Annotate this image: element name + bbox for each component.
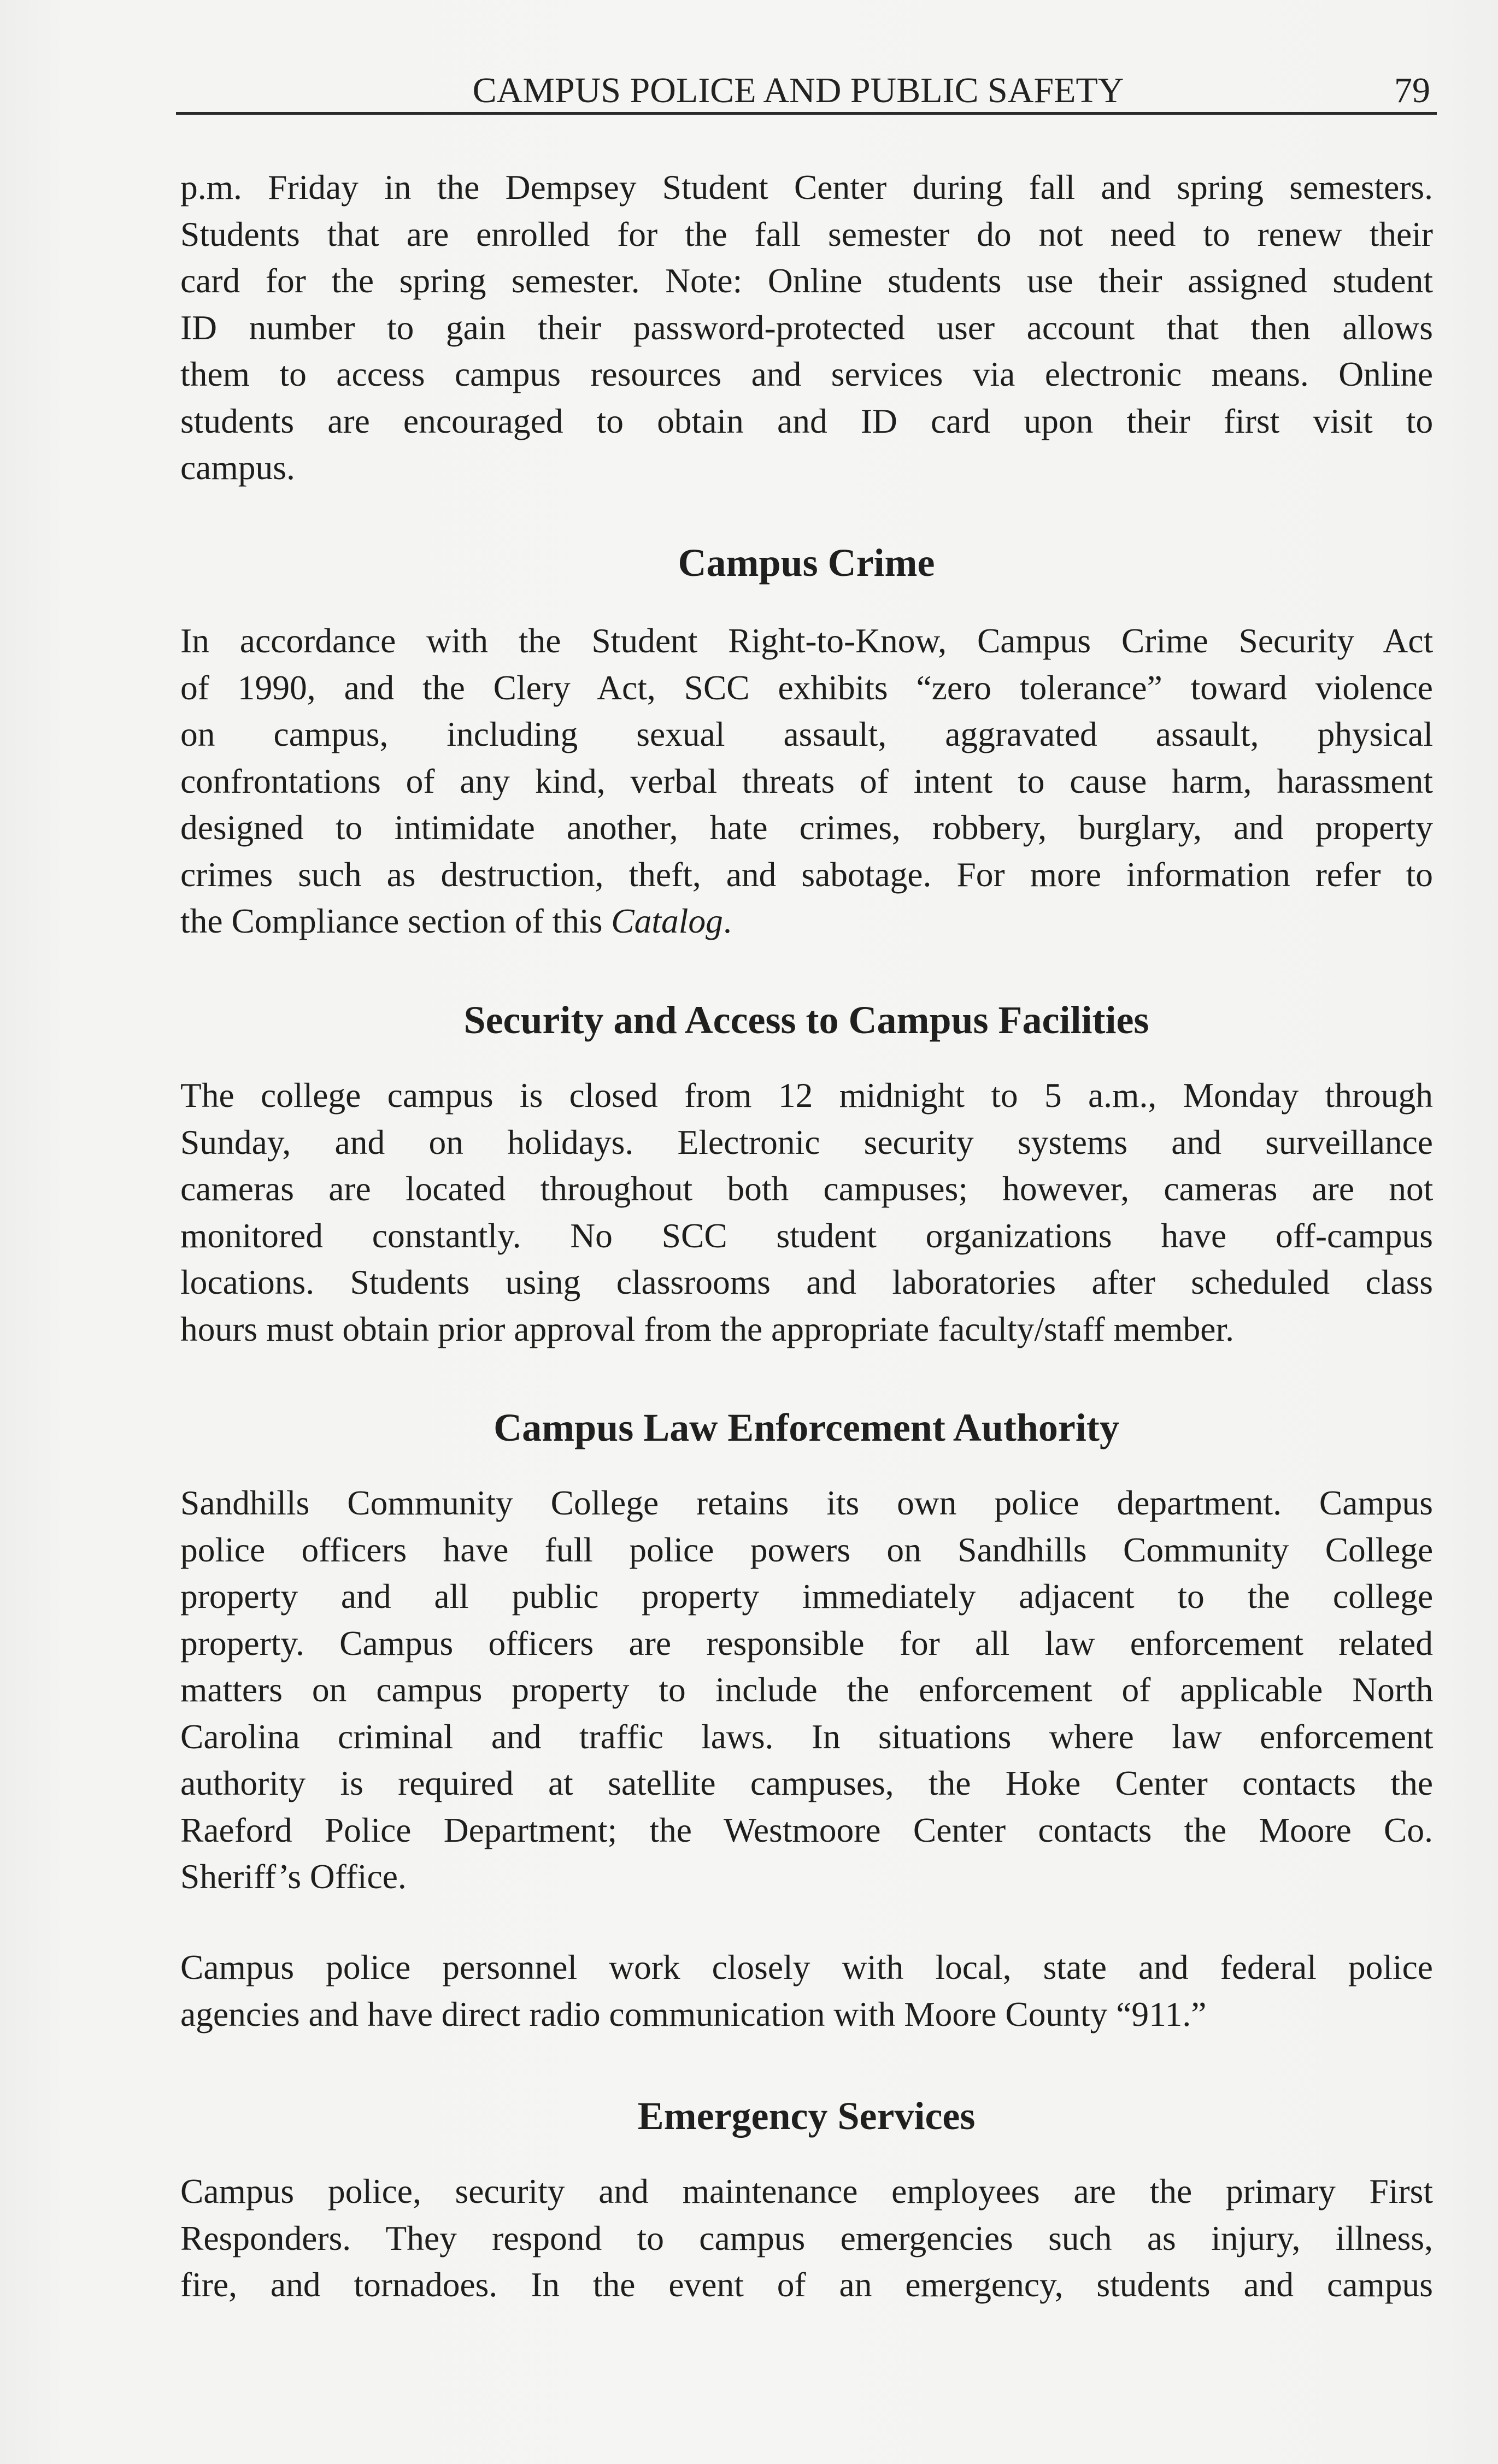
text-line: property and all public property immediately adjacent to the college — [180, 1577, 1434, 1616]
text-line: monitored constantly. No SCC student organizations have off-campus — [180, 1216, 1433, 1255]
emergency-services-paragraph — [180, 2168, 1433, 2308]
text-line: Sandhills Community College retains its own police department. Campus — [180, 1483, 1433, 1522]
text-line: hours must obtain prior approval from the appropriate faculty/staff member. — [180, 1309, 1234, 1348]
text-fragment: . — [722, 901, 732, 940]
text-fragment: the Compliance section of this — [180, 901, 612, 940]
text-line: property. Campus officers are responsible for all law enforcement related — [180, 1623, 1433, 1663]
text-line: students are encouraged to obtain and ID card upon their first visit to — [180, 401, 1434, 440]
text-line: Carolina criminal and traffic laws. In situations where law enforcement — [180, 1717, 1434, 1756]
text-line: matters on campus property to include the enforcement of applicable North — [180, 1670, 1434, 1709]
text-line: designed to intimidate another, hate crimes, robbery, burglary, and property — [180, 808, 1433, 847]
text-line: Sheriff’s Office. — [180, 1857, 407, 1896]
catalog-title: Catalog — [611, 901, 723, 940]
text-line: The college campus is closed from 12 midnight to 5 a.m., Monday through — [180, 1076, 1433, 1115]
text-line: campus. — [180, 448, 295, 487]
text-line: Students that are enrolled for the fall semester do not need to renew their — [180, 214, 1433, 254]
section-heading-emergency-services: Emergency Services — [637, 2094, 976, 2138]
running-header — [176, 64, 1437, 114]
section-heading-security-access: Security and Access to Campus Facilities — [463, 998, 1149, 1042]
text-line: cameras are located throughout both campuses; however, cameras are not — [180, 1169, 1434, 1208]
text-line: Sunday, and on holidays. Electronic security systems and surveillance — [180, 1122, 1433, 1162]
text-line: authority is required at satellite campuses, the Hoke Center contacts the — [180, 1764, 1433, 1802]
text-line: fire, and tornadoes. In the event of an emergency, students and campus — [180, 2265, 1433, 2304]
text-line: police officers have full police powers on Sandhills Community College — [180, 1530, 1434, 1569]
text-line — [180, 898, 1433, 945]
law-enforcement-paragraph — [180, 1479, 1433, 1900]
police-cooperation-paragraph — [180, 1944, 1433, 2037]
section-heading-law-enforcement: Campus Law Enforcement Authority — [494, 1406, 1119, 1449]
page-number: 79 — [1394, 70, 1430, 110]
text-line: In accordance with the Student Right-to-Know, Campus Crime Security Act — [180, 621, 1434, 660]
security-access-paragraph — [180, 1072, 1433, 1352]
running-header-title: CAMPUS POLICE AND PUBLIC SAFETY — [472, 70, 1124, 110]
text-line: Campus police, security and maintenance employees are the primary First — [180, 2172, 1433, 2210]
text-line: card for the spring semester. Note: Online students use their assigned student — [180, 261, 1433, 300]
text-line: agencies and have direct radio communication with Moore County “911.” — [180, 1994, 1207, 2033]
text-line: Responders. They respond to campus emergencies such as injury, illness, — [180, 2218, 1433, 2257]
text-line: p.m. Friday in the Dempsey Student Center during fall and spring semesters. — [180, 168, 1433, 207]
text-line: Raeford Police Department; the Westmoore Center contacts the Moore Co. — [180, 1810, 1433, 1849]
text-line: crimes such as destruction, theft, and sabotage. For more information refer to — [180, 854, 1433, 894]
text-line: ID number to gain their password-protected user account that then allows — [180, 308, 1433, 347]
text-line: confrontations of any kind, verbal threats of intent to cause harm, harassment — [180, 761, 1433, 800]
campus-crime-paragraph — [180, 617, 1433, 945]
section-heading-campus-crime: Campus Crime — [678, 541, 935, 585]
text-line: locations. Students using classrooms and laboratories after scheduled class — [180, 1263, 1433, 1301]
text-line: them to access campus resources and services via electronic means. Online — [180, 355, 1434, 393]
text-line: on campus, including sexual assault, aggravated assault, physical — [180, 715, 1434, 753]
header-rule — [176, 112, 1437, 115]
text-line: Campus police personnel work closely with local, state and federal police — [180, 1948, 1433, 1986]
intro-paragraph — [180, 164, 1433, 491]
text-line: of 1990, and the Clery Act, SCC exhibits “zero tolerance” toward violence — [180, 668, 1433, 707]
